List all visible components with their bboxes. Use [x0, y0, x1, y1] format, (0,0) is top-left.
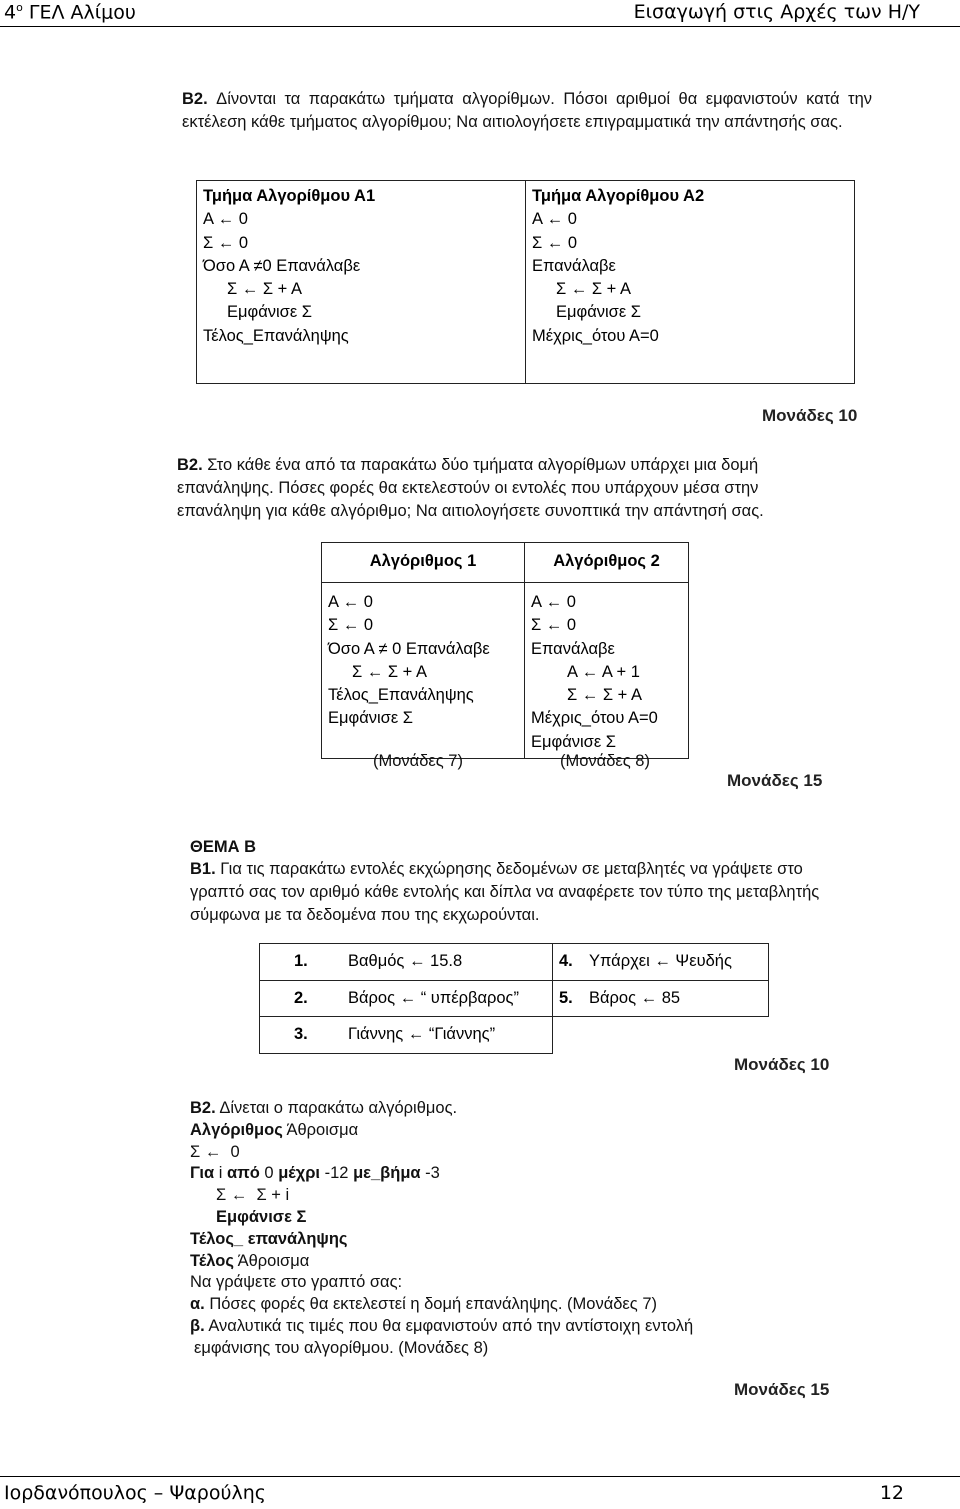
code-line: Σ ← 0 — [531, 616, 577, 635]
authors: Ιορδανόπουλος – Ψαρούλης — [4, 1482, 266, 1504]
block1-question: B2. Δίνονται τα παρακάτω τμήματα αλγορίθμων. Πόσοι αριθμοί θα εμφανιστούν κατά την εκτέλεση κάθε τμήματος αλγορίθμου; Να αιτιολογήσετε επιγραμματικά την απάντησής σας. — [182, 90, 872, 131]
code-line: Σ ← Σ + i — [216, 1186, 290, 1205]
block4-algorithm — [190, 1098, 810, 1360]
block2-col1-points: (Μονάδες 7) — [373, 752, 463, 770]
block2-col2 — [525, 583, 689, 759]
item-number: 4. — [559, 952, 573, 971]
code-line: Σ ← Σ + Α — [556, 280, 631, 299]
item-number: 1. — [294, 952, 308, 971]
item-number: 5. — [559, 988, 573, 1007]
block4-intro: Β2. Δίνεται ο παρακάτω αλγόριθμος. — [190, 1099, 458, 1117]
assign-2 — [260, 981, 553, 1017]
code-line: Εμφάνισε Σ — [328, 709, 413, 728]
block3-points: Μονάδες 10 — [734, 1055, 830, 1074]
block1-col1 — [197, 181, 526, 384]
code-line: Τέλος_Επανάληψης — [328, 686, 474, 705]
code-line: Σ ← Σ + Α — [352, 662, 427, 681]
block1-col2 — [526, 181, 855, 384]
instruction: Να γράψετε στο γραπτό σας: — [190, 1273, 403, 1292]
block2-col2-points: (Μονάδες 8) — [560, 752, 650, 770]
block3-theme: ΘΕΜΑ Β — [190, 838, 256, 856]
code-line: Επανάλαβε — [531, 639, 615, 658]
item-number: 3. — [294, 1025, 308, 1044]
item-text: Γιάννης ← “Γιάννης” — [348, 1025, 496, 1044]
code-line: Επανάλαβε — [532, 256, 616, 275]
code-line: Α ← Α + 1 — [567, 662, 640, 681]
block2-question: Β2. Στο κάθε ένα από τα παρακάτω δύο τμήματα αλγορίθμων υπάρχει μια δομή επανάληψης. Πόσες φορές θα εκτελεστούν οι εντολές που υπάρχουν μέσα στην επανάληψη για κάθε αλγόριθμο; Να αιτιολογήσετε συνοπτικά την απάντησή σας. — [177, 456, 764, 520]
item-number: 2. — [294, 988, 308, 1007]
assign-3 — [260, 1017, 553, 1054]
item-text: Βαθμός ← 15.8 — [348, 952, 463, 971]
code-line: Α ← 0 — [203, 210, 248, 229]
code-line: Μέχρις_ότου Α=0 — [531, 709, 658, 728]
block1-col2-title: Τμήμα Αλγορίθμου Α2 — [532, 187, 705, 205]
block2-points: Μονάδες 15 — [727, 771, 823, 790]
block2-col1-title: Αλγόριθμος 1 — [322, 543, 525, 583]
code-line: Α ← 0 — [328, 593, 373, 611]
block1-points: Μονάδες 10 — [762, 406, 858, 425]
code-line: Εμφάνισε Σ — [531, 732, 616, 751]
code-line: Εμφάνισε Σ — [556, 303, 641, 322]
code-line: Για i από 0 μέχρι -12 με_βήμα -3 — [190, 1164, 440, 1183]
assign-1 — [260, 944, 553, 981]
code-line: Τέλος_Επανάληψης — [203, 326, 349, 345]
block3-table — [259, 943, 769, 1054]
item-text: Βάρος ← 85 — [589, 988, 681, 1007]
sub-question-b-cont: εμφάνισης του αλγορίθμου. (Μονάδες 8) — [194, 1338, 489, 1357]
block1-col1-title: Τμήμα Αλγορίθμου Α1 — [203, 187, 376, 205]
code-line: Σ ← 0 — [190, 1142, 240, 1161]
block3-question: Β1. Για τις παρακάτω εντολές εκχώρησης δεδομένων σε μεταβλητές να γράψετε στο γραπτό σας τον αριθμό κάθε εντολής και δίπλα να αναφέρετε τον τύπο της μεταβλητής σύμφωνα με τα δεδομένα που της εκχωρούνται. — [190, 860, 820, 924]
code-line: Σ ← 0 — [532, 233, 578, 252]
code-line: Εμφάνισε Σ — [216, 1207, 307, 1226]
code-line: Αλγόριθμος Άθροισμα — [190, 1120, 359, 1139]
code-line: Σ ← Σ + Α — [227, 280, 302, 299]
page-number: 12 — [879, 1482, 904, 1504]
school-name: $4^o$ ΓΕΛ Αλίμου — [4, 1, 136, 24]
code-line: Τέλος_ επανάληψης — [190, 1229, 348, 1248]
item-text: Υπάρχει ← Ψευδής — [589, 952, 732, 971]
code-line: Α ← 0 — [532, 210, 577, 229]
page-footer — [0, 1476, 960, 1509]
code-line: Σ ← 0 — [328, 616, 374, 635]
code-line: Μέχρις_ότου Α=0 — [532, 326, 659, 345]
block2-col1 — [322, 583, 525, 759]
code-line: Σ ← 0 — [203, 233, 249, 252]
empty-cell — [553, 1017, 769, 1054]
block2-col2-title: Αλγόριθμος 2 — [525, 543, 689, 583]
code-line: Α ← 0 — [531, 593, 576, 611]
page-header — [0, 0, 960, 27]
block1-table — [196, 180, 855, 384]
course-title: Εισαγωγή στις Αρχές των Η/Υ — [633, 1, 920, 23]
sub-question-a: α. Πόσες φορές θα εκτελεστεί η δομή επανάληψης. (Μονάδες 7) — [190, 1295, 657, 1314]
assign-5 — [553, 981, 769, 1017]
code-line: Όσο Α ≠ 0 Επανάλαβε — [328, 639, 490, 658]
sub-question-b: β. Αναλυτικά τις τιμές που θα εμφανιστούν από την αντίστοιχη εντολή — [190, 1316, 694, 1335]
assign-4 — [553, 944, 769, 981]
item-text: Βάρος ← “ υπέρβαρος” — [348, 988, 519, 1007]
code-line: Τέλος Άθροισμα — [190, 1251, 310, 1270]
code-line: Όσο Α ≠0 Επανάλαβε — [203, 256, 361, 275]
code-line: Εμφάνισε Σ — [227, 303, 312, 322]
block2-table — [321, 542, 689, 759]
code-line: Σ ← Σ + Α — [567, 686, 642, 705]
block4-points: Μονάδες 15 — [734, 1380, 830, 1399]
